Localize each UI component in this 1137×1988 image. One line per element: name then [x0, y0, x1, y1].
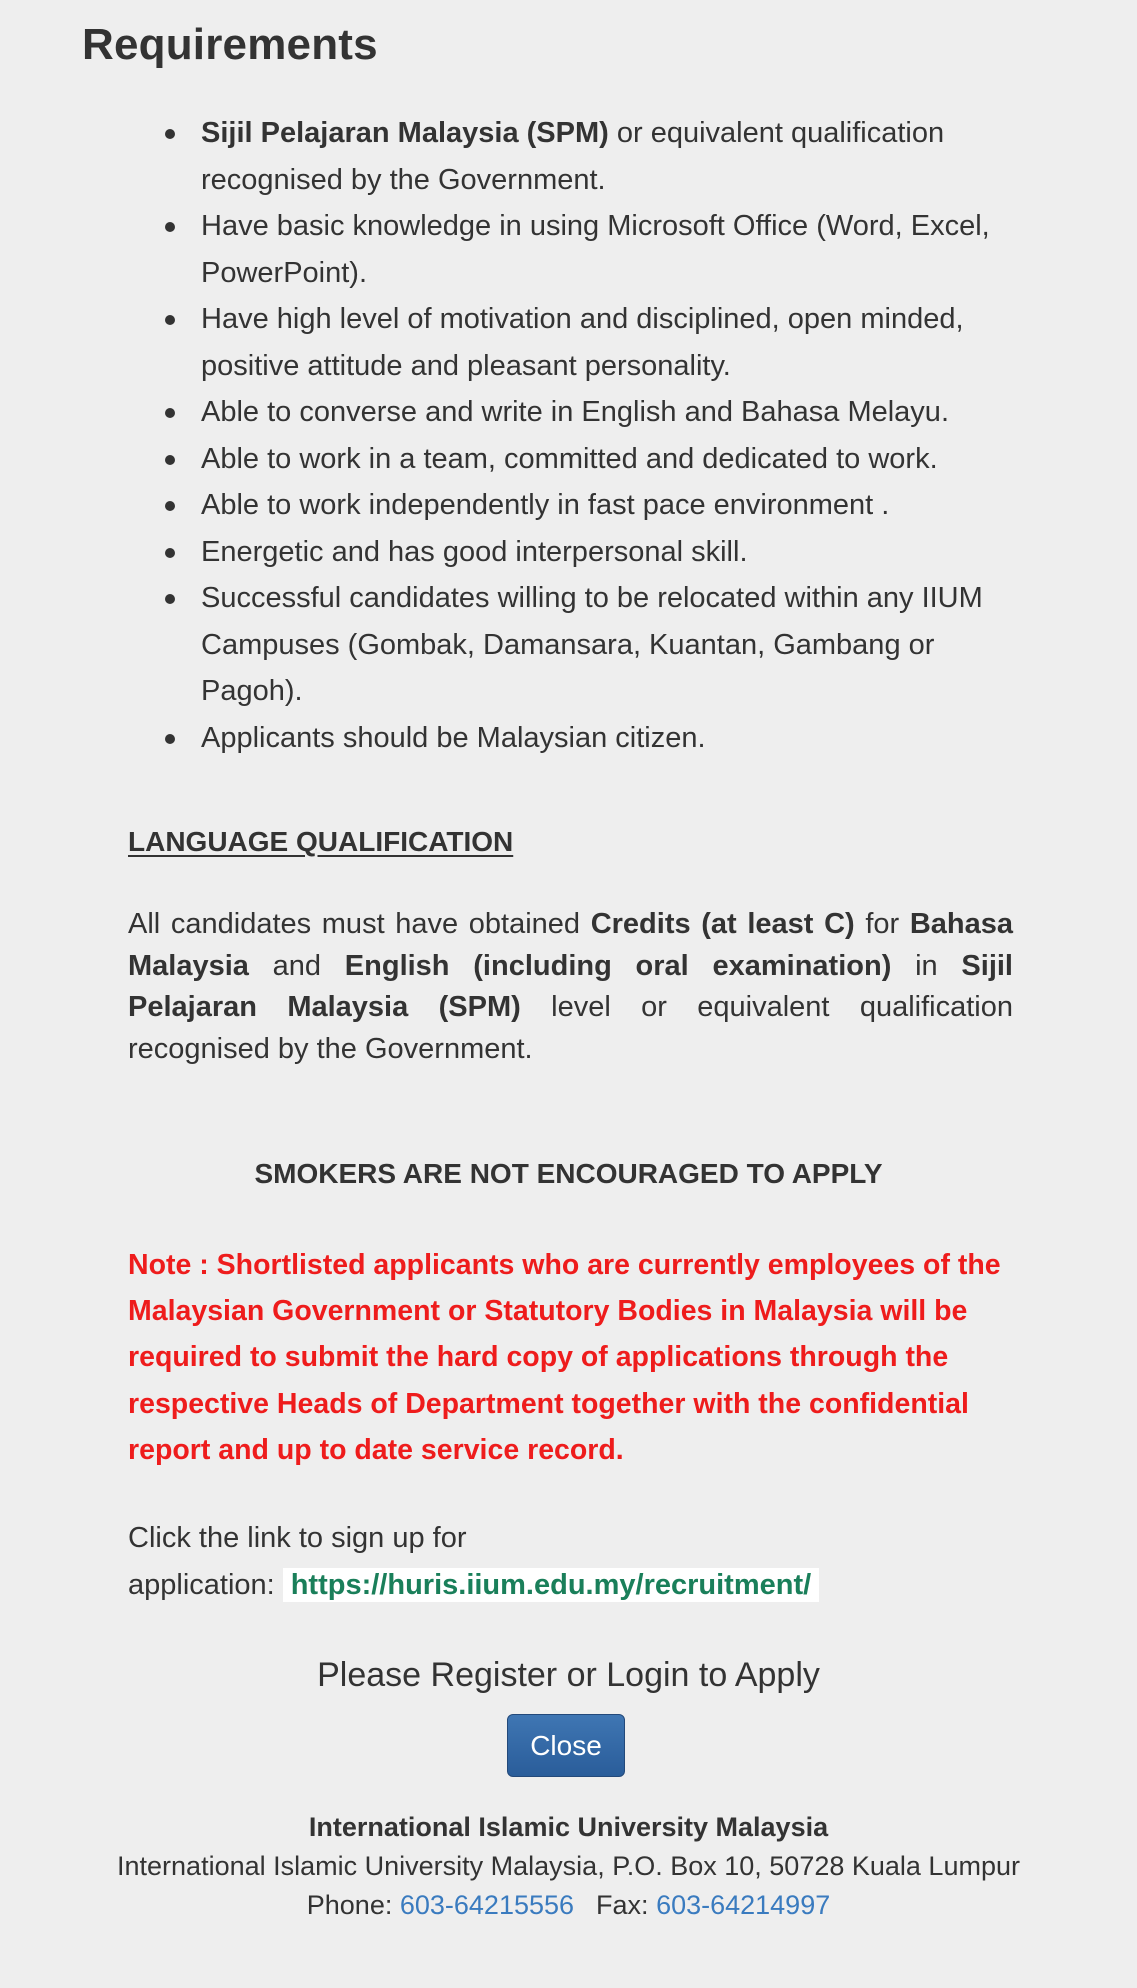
bullet-icon — [165, 734, 175, 744]
requirement-text: Able to converse and write in English and Bahasa Melayu. — [201, 396, 949, 428]
phone-link[interactable]: 603-64215556 — [399, 1890, 575, 1920]
signup-line-1: Click the link to sign up for — [128, 1522, 467, 1554]
requirement-item — [155, 575, 1015, 715]
lang-bold: Credits (at least C) — [590, 908, 855, 940]
requirements-list — [155, 110, 1015, 761]
lang-bold: English (including oral examination) — [344, 949, 892, 982]
lang-text: in — [891, 949, 962, 982]
bullet-icon — [165, 548, 175, 558]
language-qualification-text — [128, 904, 1013, 1070]
recruitment-link[interactable]: https://huris.iium.edu.my/recruitment/ — [283, 1568, 819, 1602]
requirement-text: Able to work independently in fast pace environment . — [201, 489, 890, 521]
bullet-icon — [165, 315, 175, 325]
requirements-title: Requirements — [82, 20, 378, 69]
requirement-item — [155, 482, 1015, 529]
requirement-text: Applicants should be Malaysian citizen. — [201, 721, 706, 754]
footer-contact — [0, 1886, 1137, 1924]
requirement-item — [155, 529, 1015, 576]
requirement-text: or equivalent qualification recognised by the Government. — [201, 117, 945, 196]
requirement-item — [155, 296, 1015, 389]
bullet-icon — [165, 408, 175, 418]
bullet-icon — [165, 501, 175, 511]
requirement-item — [155, 389, 1015, 436]
signup-line-2 — [128, 1562, 1028, 1609]
bullet-icon — [165, 594, 175, 604]
fax-link[interactable]: 603-64214997 — [656, 1890, 831, 1920]
lang-bold: Sijil Pelajaran Malaysia (SPM) — [128, 949, 1013, 1023]
requirement-bold: Sijil Pelajaran Malaysia (SPM) — [201, 117, 609, 149]
requirement-item — [155, 203, 1015, 296]
lang-bold: Bahasa Malaysia — [128, 908, 1013, 982]
smokers-notice: SMOKERS ARE NOT ENCOURAGED TO APPLY — [254, 1158, 883, 1189]
bullet-icon — [165, 129, 175, 139]
lang-text: and — [248, 949, 345, 982]
signup-instructions — [128, 1515, 1028, 1609]
requirement-text: Have basic knowledge in using Microsoft Office (Word, Excel, PowerPoint). — [201, 210, 990, 289]
requirement-item — [155, 110, 1015, 203]
lang-text: level or equivalent qualification recognised by the Government. — [128, 991, 1014, 1065]
lang-text: for — [854, 908, 910, 940]
requirement-text: Have high level of motivation and disciplined, open minded, positive attitude and pleasant personality. — [201, 303, 964, 382]
phone-label: Phone: — [306, 1890, 393, 1920]
bullet-icon — [165, 455, 175, 465]
lang-text: All candidates must have obtained — [128, 908, 591, 940]
footer-university-name: International Islamic University Malaysia — [308, 1812, 829, 1842]
register-login-prompt: Please Register or Login to Apply — [317, 1656, 820, 1694]
requirement-item — [155, 715, 1015, 762]
footer — [0, 1808, 1137, 1924]
requirement-text: Successful candidates willing to be relocated within any IIUM Campuses (Gombak, Damansara, Kuantan, Gambang or Pagoh). — [201, 582, 983, 707]
close-button[interactable]: Close — [507, 1714, 625, 1777]
employee-note: Note : Shortlisted applicants who are currently employees of the Malaysian Government or Statutory Bodies in Malaysia will be required to submit the hard copy of applications through the respective Heads of Department together with the confidential report and up to date service record. — [128, 1249, 1001, 1466]
fax-label: Fax: — [596, 1890, 649, 1920]
signup-label: application: — [128, 1569, 275, 1601]
bullet-icon — [165, 222, 175, 232]
footer-address: International Islamic University Malaysia, P.O. Box 10, 50728 Kuala Lumpur — [117, 1851, 1020, 1881]
requirement-text: Able to work in a team, committed and dedicated to work. — [201, 442, 938, 475]
language-qualification-heading: LANGUAGE QUALIFICATION — [128, 826, 514, 857]
requirement-text: Energetic and has good interpersonal skill. — [201, 535, 748, 568]
requirement-item — [155, 436, 1015, 483]
